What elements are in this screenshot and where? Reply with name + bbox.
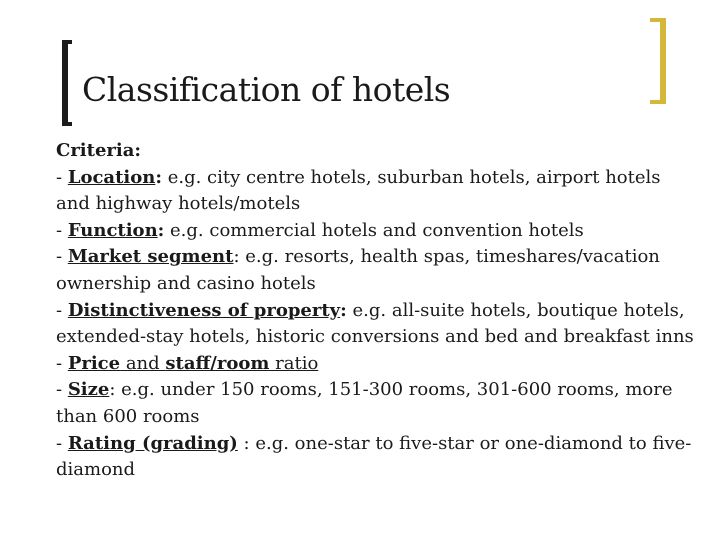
item-dash: -	[56, 219, 68, 241]
criterion-text: e.g. under 150 rooms, 151-300 rooms, 301-600 rooms, more than 600 rooms	[56, 379, 673, 427]
item-dash: -	[56, 352, 68, 374]
criterion-colon: :	[109, 379, 116, 401]
criterion-label-2: staff/room	[165, 352, 270, 374]
criterion-rating	[56, 431, 696, 484]
criterion-colon: :	[233, 246, 240, 268]
criterion-text: e.g. all-suite hotels, boutique hotels, extended-stay hotels, historic conversions and bed and breakfast inns	[56, 299, 694, 348]
right-bracket-decoration	[650, 18, 666, 104]
criterion-colon: :	[157, 219, 165, 241]
criterion-market-segment	[56, 244, 696, 297]
left-bracket-decoration	[62, 40, 72, 126]
criterion-colon: :	[237, 432, 250, 454]
criterion-label: Location	[67, 166, 156, 188]
criterion-text: e.g. one-star to five-star or one-diamond to five-diamond	[56, 432, 692, 481]
criterion-text: ratio	[269, 352, 319, 374]
criterion-price-staff-room	[56, 351, 696, 378]
criterion-label: Distinctiveness of property	[67, 299, 341, 321]
criterion-size	[56, 377, 696, 430]
criterion-function	[56, 218, 696, 245]
criterion-mid: and	[120, 352, 166, 374]
criterion-text: e.g. resorts, health spas, timeshares/vacation ownership and casino hotels	[56, 246, 660, 294]
criterion-label: Price	[67, 352, 121, 374]
criterion-colon: :	[340, 299, 347, 321]
criterion-text: e.g. commercial hotels and convention hotels	[164, 219, 584, 241]
criterion-label: Size	[67, 379, 110, 401]
item-dash: -	[56, 299, 68, 321]
item-dash: -	[56, 432, 68, 454]
criteria-heading: Criteria:	[56, 140, 142, 161]
criterion-label: Rating (grading)	[67, 432, 238, 454]
criterion-text: e.g. city centre hotels, suburban hotels, airport hotels and highway hotels/motels	[56, 166, 661, 215]
criterion-distinctiveness	[56, 298, 696, 351]
criterion-label: Function	[67, 219, 158, 241]
criterion-colon: :	[155, 166, 162, 188]
item-dash: -	[56, 166, 68, 188]
criterion-label: Market segment	[67, 246, 234, 268]
item-dash: -	[56, 379, 68, 401]
slide-body	[56, 138, 696, 484]
item-dash: -	[56, 246, 68, 268]
slide-title: Classification of hotels	[82, 70, 451, 109]
criterion-location	[56, 165, 696, 218]
